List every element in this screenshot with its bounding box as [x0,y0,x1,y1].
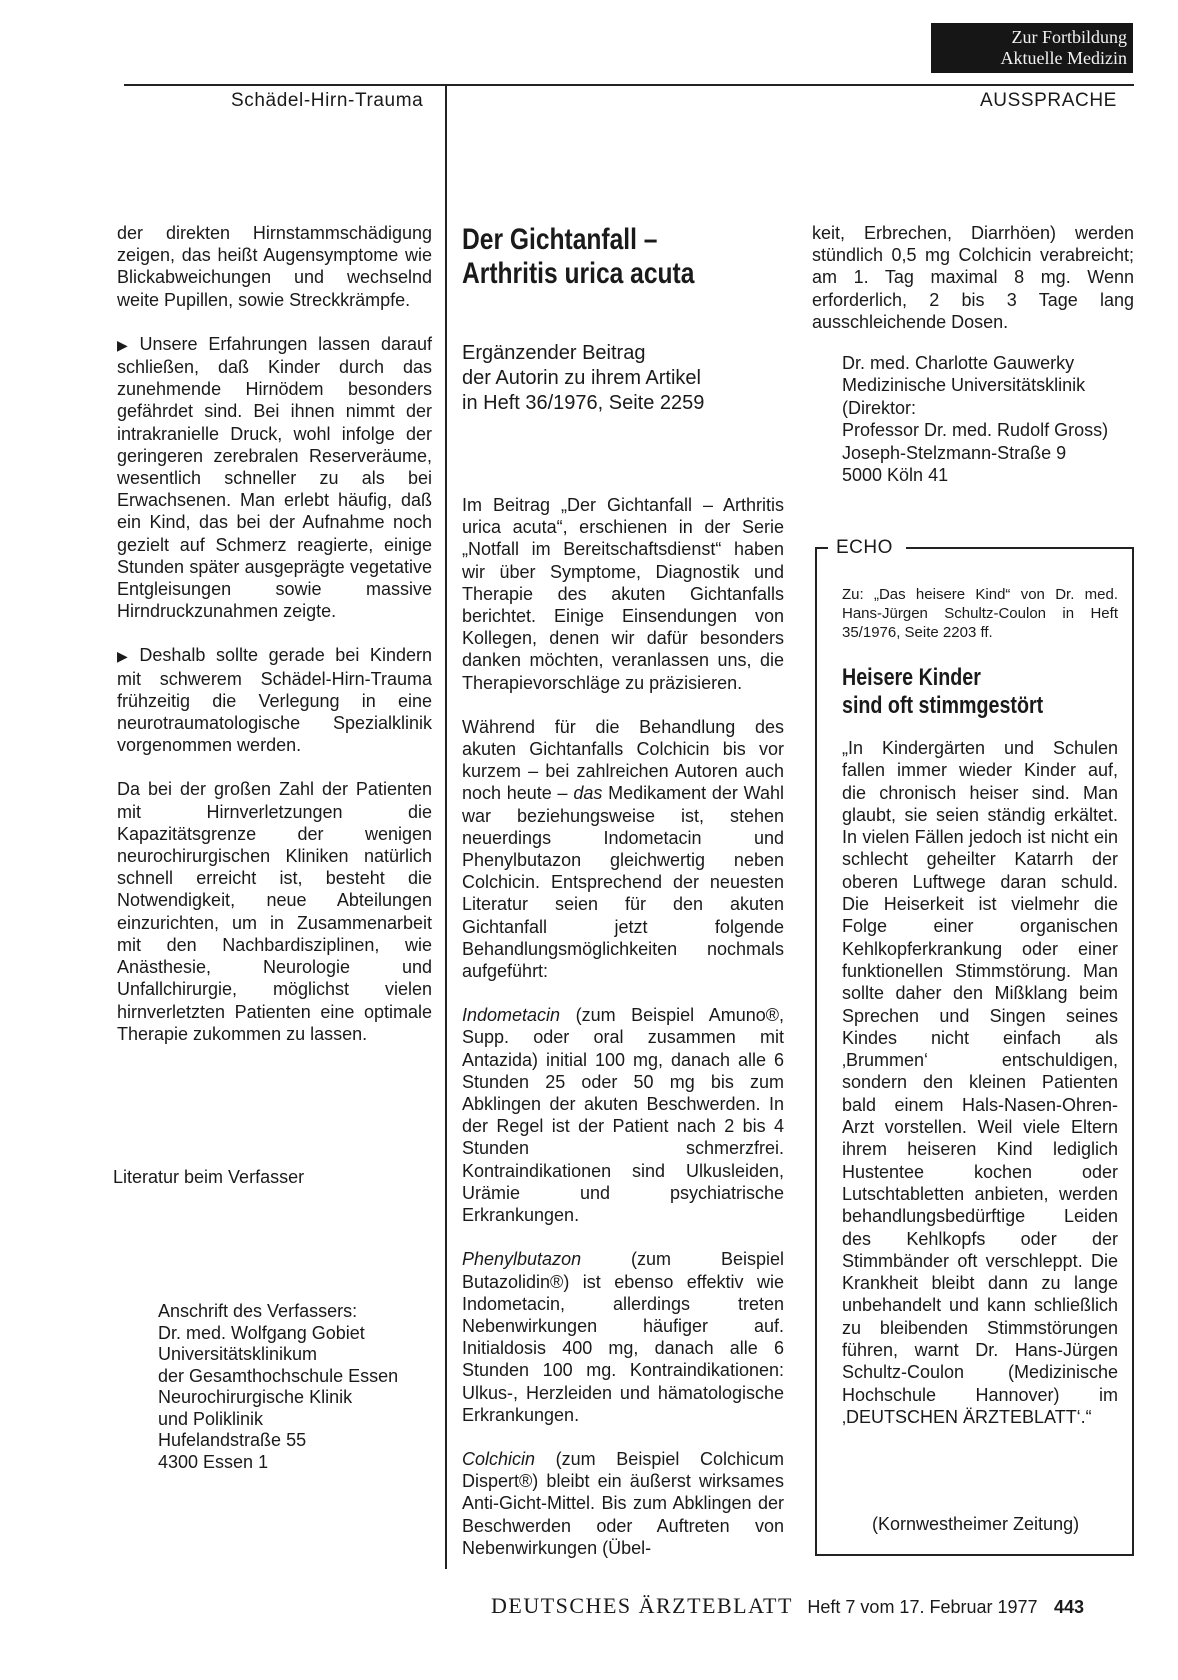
emphasis-das: das [573,783,603,804]
author-line: Joseph-Stelzmann-Straße 9 [842,442,1067,463]
echo-source: (Kornwestheimer Zeitung) [872,1514,1080,1534]
middle-paragraph-indometacin [462,1004,784,1226]
address-line: 4300 Essen 1 [158,1451,269,1472]
article-author-address [842,352,1108,486]
drug-name: Colchicin [462,1448,536,1469]
echo-box-top-edge [815,547,828,549]
author-line: 5000 Köln 41 [842,465,949,486]
right-paragraph-1: keit, Erbrechen, Diarrhöen) werden stündlich 0,5 mg Colchicin verabreicht; am 1. Tag maximal 8 mg. Wenn erforderlich, 2 bis 3 Tage lang ausschleichende Dosen. [812,223,1134,332]
issue-info: Heft 7 vom 17. Februar 1977 [807,1597,1038,1617]
echo-headline [842,664,1118,720]
article-subtitle [462,341,792,416]
left-column [117,222,432,1045]
left-paragraph-4: Da bei der großen Zahl der Patienten mit Hirnverletzungen die Kapazitätsgrenze der wenigen neurochirurgischen Kliniken natürlich schnell erreicht ist, besteht die Notwendigkeit, neue Abteilungen einzurichten, um in Zusammenarbeit mit den Nachbardisziplinen, wie Anästhesie, Neurologie und Unfallchirurgie, möglichst vielen hirnverletzten Patienten eine optimale Therapie zukommen zu lassen. [117,779,432,1044]
middle-paragraph-2-a: Während für die Behandlung des akuten Gichtanfalls Colchicin bis vor kurzem – bei zahlreichen Autoren auch noch heute – [462,716,784,804]
section-label-line2: Aktuelle Medizin [1000,48,1127,68]
left-paragraph-2 [117,333,432,623]
section-label-box [931,23,1133,73]
address-line: Universitätsklinikum [158,1344,318,1364]
article-title-line1: Der Gichtanfall – [462,223,658,256]
running-head-right: AUSSPRACHE [980,90,1117,111]
author-address [158,1301,398,1473]
running-head-left: Schädel-Hirn-Trauma [231,90,424,111]
left-paragraph-3-text: Deshalb sollte gerade bei Kindern mit schwerem Schädel-Hirn-Trauma frühzeitig die Verlegung in eine neurotraumatologische Spezialklinik vorgenommen werden. [117,645,432,756]
column-divider [445,86,447,1569]
article-title [462,223,792,291]
arrow-bullet-icon: ▶ [117,336,134,353]
author-line: Medizinische Universitätsklinik [842,375,1086,396]
address-line: und Poliklinik [158,1408,264,1429]
drug-name: Indometacin [462,1005,561,1026]
address-line: Neurochirurgische Klinik [158,1387,353,1407]
drug-text: (zum Beispiel Amuno®, Supp. oder oral zusammen mit Antazida) initial 100 mg, danach alle 6 Stunden 25 oder 50 mg bis zum Abklingen der akuten Beschwerden. In der Regel ist der Patient nach 2 bis 4 Stunden schmerzfrei. Kontraindikationen sind Ulkusleiden, Urämie und psychiatrische Erkrankungen. [462,1005,784,1226]
page-footer [491,1593,1084,1619]
header-rule [124,84,1134,86]
author-line: Professor Dr. med. Rudolf Gross) [842,420,1109,441]
echo-body [842,737,1118,1428]
middle-paragraph-1: Im Beitrag „Der Gichtanfall – Arthritis urica acuta“, erschienen in der Serie „Notfall im Bereitschaftsdienst“ haben wir über Symptome, Diagnostik und Therapie des akuten Gichtanfalls berichtet. Einige Einsendungen von Kollegen, denen wir dafür besonders danken möchten, veranlassen uns, die Therapievorschläge zu präzisieren. [462,495,784,693]
address-line: Dr. med. Wolfgang Gobiet [158,1322,365,1343]
address-heading: Anschrift des Verfassers: [158,1301,358,1321]
left-paragraph-3 [117,644,432,756]
right-column [812,222,1134,333]
middle-column [462,494,784,1559]
echo-reference: Zu: „Das heisere Kind“ von Dr. med. Hans-Jürgen Schultz-Coulon in Heft 35/1976, Seite 2203 ff. [842,586,1118,641]
middle-paragraph-colchicin [462,1448,784,1559]
middle-paragraph-2 [462,716,784,982]
arrow-bullet-icon: ▶ [117,648,134,665]
subtitle-line3: in Heft 36/1976, Seite 2259 [462,392,705,414]
drug-text: (zum Beispiel Colchicum Dispert®) bleibt ein äußerst wirksames Anti-Gicht-Mittel. Bis zum Abklingen der Beschwerden oder Auftreten von Nebenwirkungen (Übel- [462,1448,784,1558]
subtitle-line1: Ergänzender Beitrag [462,342,646,364]
page-number: 443 [1053,1597,1085,1617]
echo-label: ECHO [836,537,893,558]
middle-paragraph-2-b: Medikament der Wahl war beziehungsweise ist, stehen neuerdings Indometacin und Phenylbutazon gleichwertig neben Colchicin. Entsprechend der neuesten Literatur seien für den akuten Gichtanfall jetzt folgende Behandlungsmöglichkeiten nochmals aufgeführt: [462,783,784,982]
section-label-line1: Zur Fortbildung [1011,27,1127,47]
echo-headline-line1: Heisere Kinder [842,664,981,691]
echo-body-text: „In Kindergärten und Schulen fallen immer wieder Kinder auf, die chronisch heiser sind. Man glaubt, sie seien ständig erkältet. In vielen Fällen jedoch ist nicht ein schlecht geheilter Katarrh der oberen Luftwege daran schuld. Die Heiserkeit ist vielmehr die Folge einer organischen Kehlkopferkrankung oder einer funktionellen Stimmstörung. Man sollte daher den Mißklang beim Sprechen und Singen seines Kindes nicht einfach als ‚Brummen‘ entschuldigen, sondern den kleinen Patienten bald einem Hals-Nasen-Ohren-Arzt vorstellen. Weil viele Eltern ihrem heiseren Kind lediglich Hustentee kochen oder Lutschtabletten anbieten, werden behandlungsbedürftige Leiden des Kehlkopfs oder der Stimmbänder oft verschleppt. Die Krankheit bleibt dann zu lange unbehandelt und kann schließlich zu bleibenden Stimmstörungen führen, warnt Dr. Hans-Jürgen Schultz-Coulon (Medizinische Hochschule Hannover) im ‚DEUTSCHEN ÄRZTEBLATT‘.“ [842,738,1118,1427]
drug-text: (zum Beispiel Butazolidin®) ist ebenso effektiv wie Indometacin, allerdings treten Nebenwirkungen häufiger auf. Initialdosis 400 mg, danach alle 6 Stunden 100 mg. Kontraindikationen: Ulkus-, Herzleiden und hämatologische Erkrankungen. [462,1249,784,1425]
left-paragraph-2-text: Unsere Erfahrungen lassen darauf schließen, daß Kinder durch das zunehmende Hirnödem besonders gefährdet sind. Bei ihnen nimmt der intrakranielle Druck, wohl infolge der geringeren zerebralen Reserveräume, wesentlich schneller zu als bei Erwachsenen. Man erlebt häufig, daß ein Kind, das bei der Aufnahme noch gezielt auf Schmerz reagierte, einige Stunden später ausgeprägte vegetative Entgleisungen sowie massive Hirndruckzunahmen zeigte. [117,333,432,622]
magazine-name: DEUTSCHES ÄRZTEBLATT [491,1593,793,1618]
author-line: (Direktor: [842,397,917,418]
drug-name: Phenylbutazon [462,1249,582,1270]
middle-paragraph-phenylbutazon [462,1248,784,1426]
left-paragraph-1: der direkten Hirnstammschädigung zeigen, das heißt Augensymptome wie Blickabweichungen und wechselnd weite Pupillen, sowie Streckkrämpfe. [117,223,432,310]
echo-headline-line2: sind oft stimmgestört [842,692,1044,719]
literature-note: Literatur beim Verfasser [113,1167,305,1187]
echo-box-top-edge [906,547,1134,549]
address-line: der Gesamthochschule Essen [158,1365,399,1386]
subtitle-line2: der Autorin zu ihrem Artikel [462,367,701,389]
address-line: Hufelandstraße 55 [158,1430,307,1450]
article-title-line2: Arthritis urica acuta [462,257,695,290]
author-line: Dr. med. Charlotte Gauwerky [842,353,1075,373]
